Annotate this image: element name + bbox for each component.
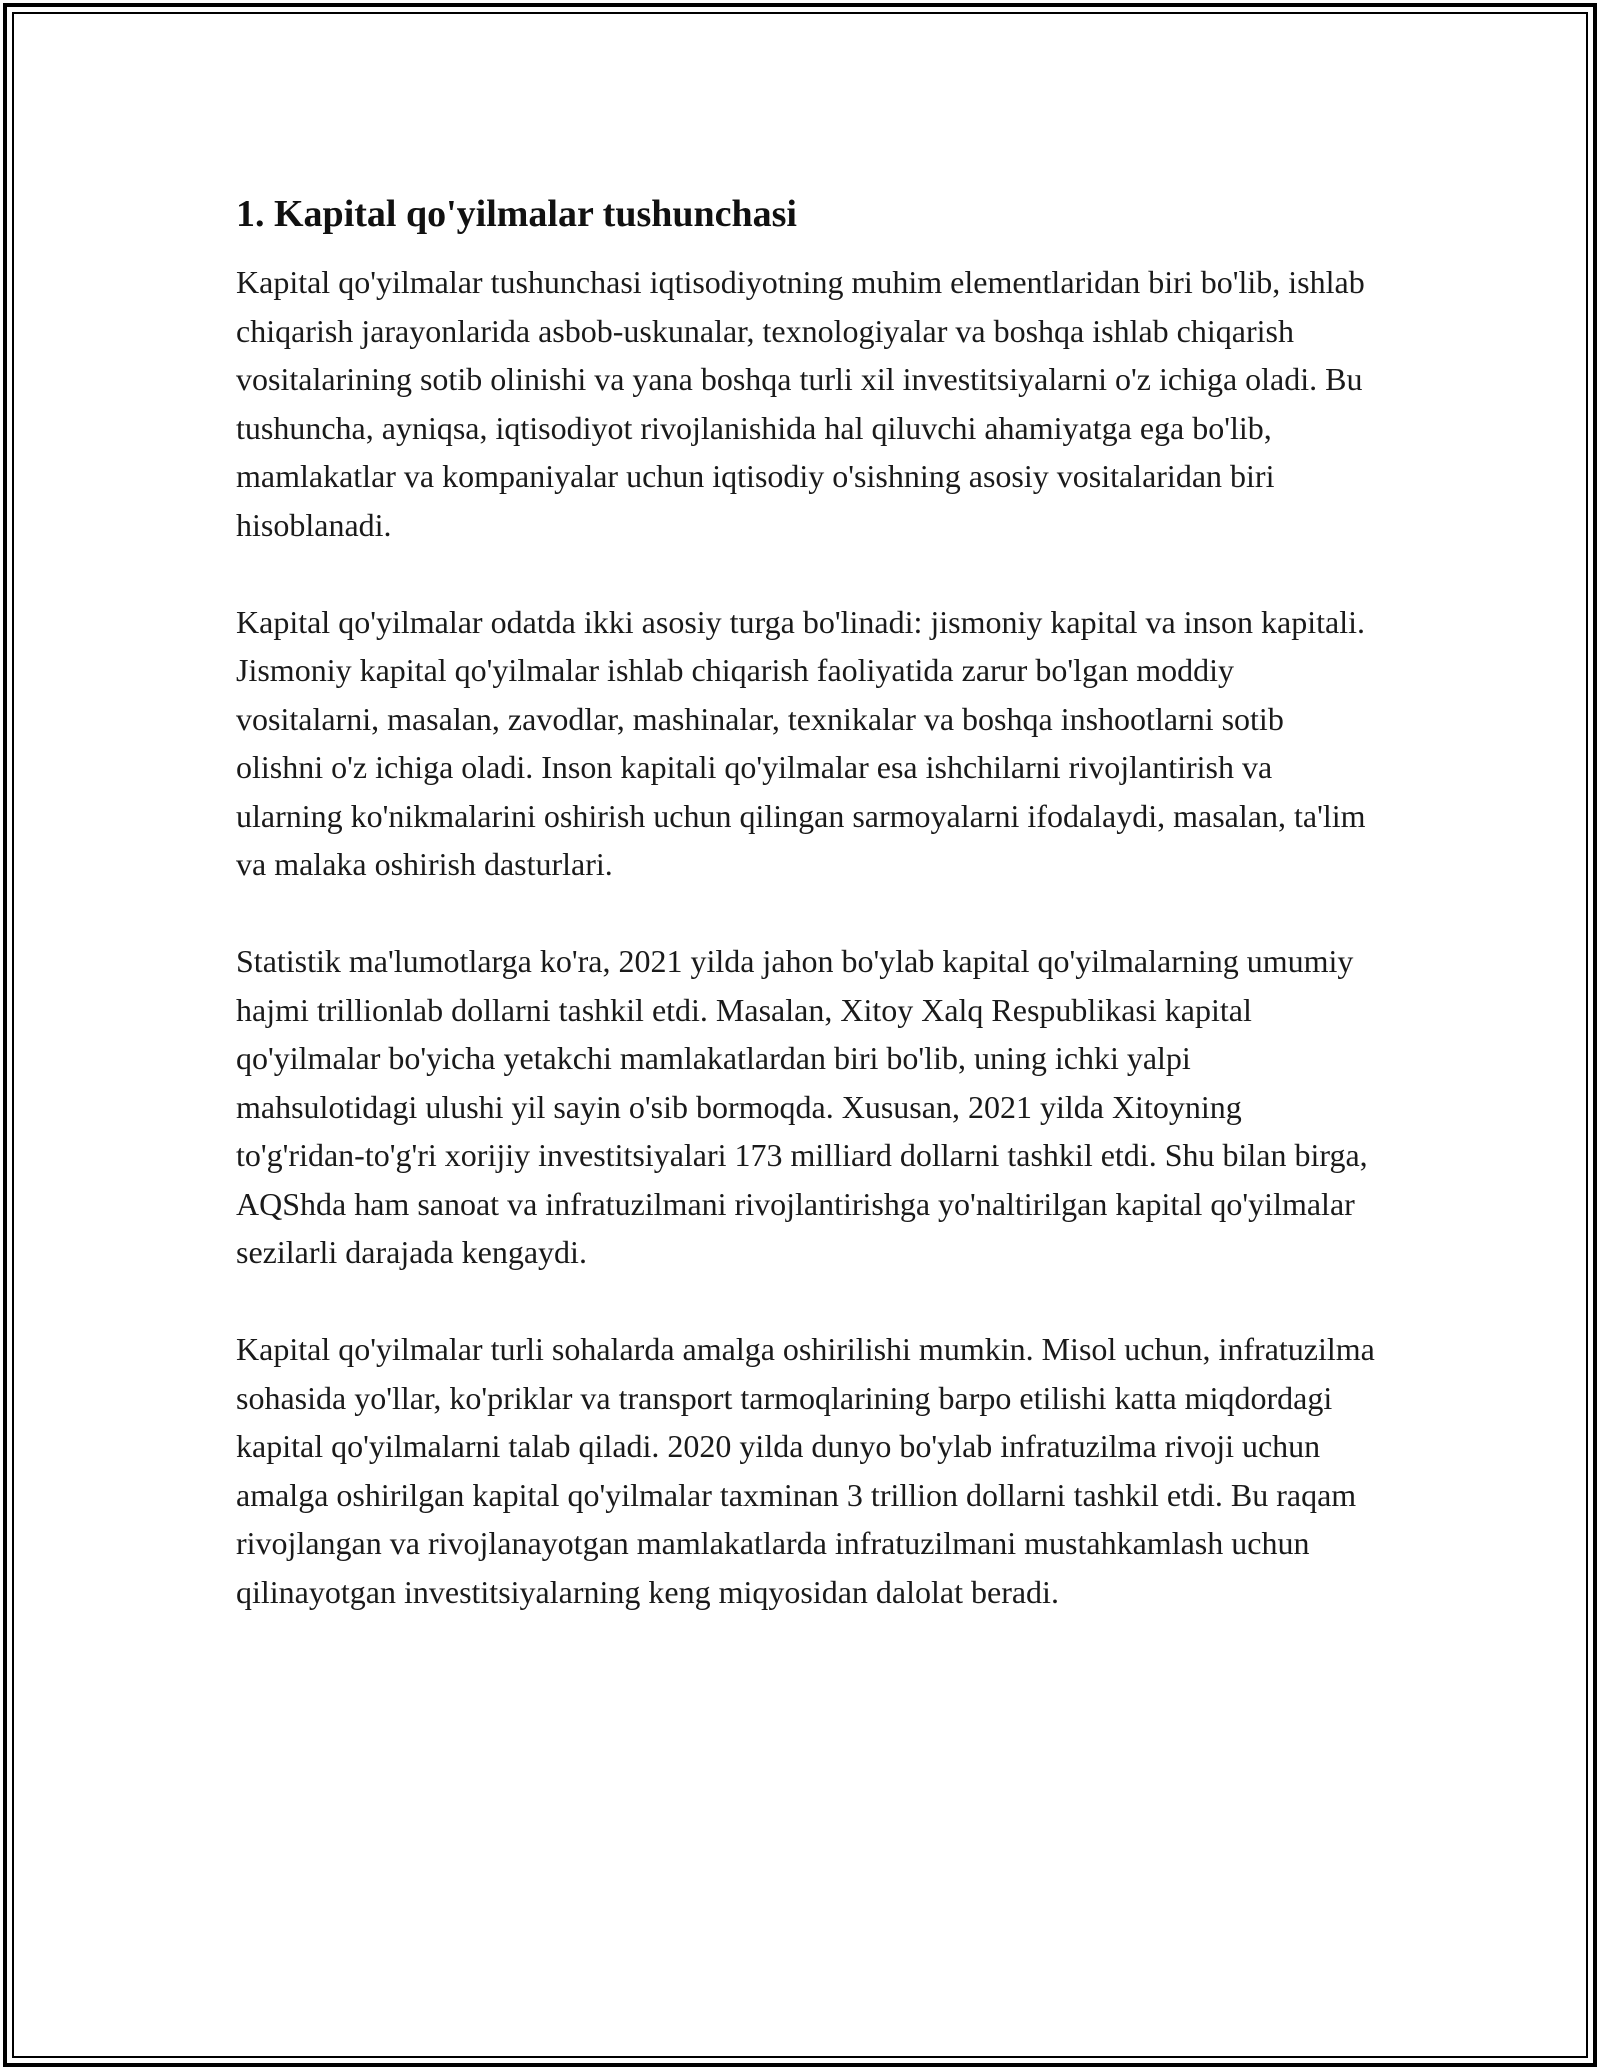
section-heading: 1. Kapital qo'yilmalar tushunchasi — [236, 193, 797, 235]
paragraph-3: Statistik ma'lumotlarga ko'ra, 2021 yilda jahon bo'ylab kapital qo'yilmalarning umumiy hajmi trillionlab dollarni tashkil etdi. Masalan, Xitoy Xalq Respublikasi kapital qo'yilmalar bo'yicha yetakchi mamlakatlardan biri bo'lib, uning ichki yalpi mahsulotidagi ulushi yil sayin o'sib bormoqda. Xususan, 2021 yilda Xitoyning to'g'ridan-to'g'ri xorijiy investitsiyalari 173 milliard dollarni tashkil etdi. Shu bilan birga, AQShda ham sanoat va infratuzilmani rivojlantirishga yo'naltirilgan kapital qo'yilmalar sezilarli darajada kengaydi. — [236, 943, 1368, 1270]
document-body — [236, 188, 1376, 1616]
paragraph-1: Kapital qo'yilmalar tushunchasi iqtisodiyotning muhim elementlaridan biri bo'lib, ishlab chiqarish jarayonlarida asbob-uskunalar, texnologiyalar va boshqa ishlab chiqarish vositalarining sotib olinishi va yana boshqa turli xil investitsiyalarni o'z ichiga oladi. Bu tushuncha, ayniqsa, iqtisodiyot rivojlanishida hal qiluvchi ahamiyatga ega bo'lib, mamlakatlar va kompaniyalar uchun iqtisodiy o'sishning asosiy vositalaridan biri hisoblanadi. — [236, 264, 1365, 543]
paragraph-4: Kapital qo'yilmalar turli sohalarda amalga oshirilishi mumkin. Misol uchun, infratuzilma sohasida yo'llar, ko'priklar va transport tarmoqlarining barpo etilishi katta miqdordagi kapital qo'yilmalarni talab qiladi. 2020 yilda dunyo bo'ylab infratuzilma rivoji uchun amalga oshirilgan kapital qo'yilmalar taxminan 3 trillion dollarni tashkil etdi. Bu raqam rivojlangan va rivojlanayotgan mamlakatlarda infratuzilmani mustahkamlash uchun qilinayotgan investitsiyalarning keng miqyosidan dalolat beradi. — [236, 1331, 1375, 1610]
paragraph-2: Kapital qo'yilmalar odatda ikki asosiy turga bo'linadi: jismoniy kapital va inson kapitali. Jismoniy kapital qo'yilmalar ishlab chiqarish faoliyatida zarur bo'lgan moddiy vositalarni, masalan, zavodlar, mashinalar, texnikalar va boshqa inshootlarni sotib olishni o'z ichiga oladi. Inson kapitali qo'yilmalar esa ishchilarni rivojlantirish va ularning ko'nikmalarini oshirish uchun qilingan sarmoyalarni ifodalaydi, masalan, ta'lim va malaka oshirish dasturlari. — [236, 603, 1366, 882]
